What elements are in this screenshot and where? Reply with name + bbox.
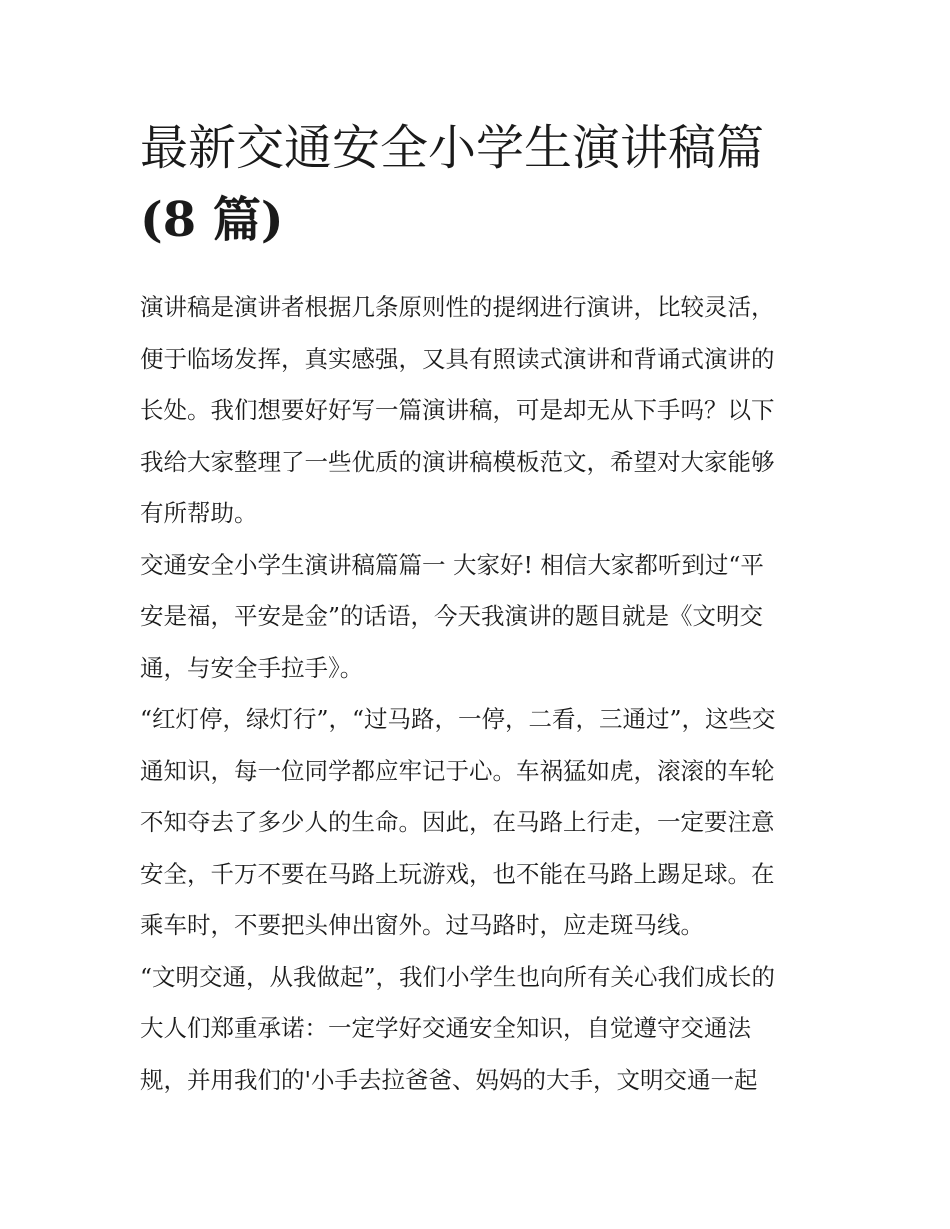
text-line: 安全，千万不要在马路上玩游戏，也不能在马路上踢足球。在 xyxy=(140,859,775,888)
text-line: 交通安全小学生演讲稿篇篇一 大家好! 相信大家都听到过“平 xyxy=(140,550,764,579)
paragraph-traffic-rules xyxy=(140,694,820,952)
text-line: 规，并用我们的'小手去拉爸爸、妈妈的大手，文明交通一起 xyxy=(140,1065,758,1094)
document-body xyxy=(140,282,820,1106)
text-line: 便于临场发挥，真实感强，又具有照读式演讲和背诵式演讲的 xyxy=(140,344,775,373)
text-line: 乘车时，不要把头伸出窗外。过马路时，应走斑马线。 xyxy=(140,911,704,939)
text-line: 演讲稿是演讲者根据几条原则性的提纲进行演讲，比较灵活， xyxy=(140,293,775,321)
text-line: 长处。我们想要好好写一篇演讲稿，可是却无从下手吗？以下 xyxy=(140,396,775,424)
document-content xyxy=(140,112,820,1106)
text-line: “文明交通，从我做起”，我们小学生也向所有关心我们成长的 xyxy=(140,962,776,991)
text-line: 我给大家整理了一些优质的演讲稿模板范文，希望对大家能够 xyxy=(140,447,775,476)
text-line: 通，与安全手拉手》。 xyxy=(140,653,364,682)
paragraph-speech-opening xyxy=(140,540,820,695)
text-line: 有所帮助。 xyxy=(140,499,258,527)
text-line: 不知夺去了多少人的生命。因此，在马路上行走，一定要注意 xyxy=(140,808,775,836)
paragraph-intro xyxy=(140,282,820,540)
text-line: “红灯停，绿灯行”，“过马路，一停，二看，三通过”，这些交 xyxy=(140,705,776,733)
paragraph-promise xyxy=(140,952,820,1107)
title-line: 最新交通安全小学生演讲稿篇 xyxy=(140,120,765,176)
text-line: 安是福，平安是金”的话语，今天我演讲的题目就是《文明交 xyxy=(140,602,764,630)
title-line: (8 篇) xyxy=(140,192,284,248)
text-line: 大人们郑重承诺：一定学好交通安全知识，自觉遵守交通法 xyxy=(140,1014,751,1042)
document-title xyxy=(140,112,820,256)
text-line: 通知识，每一位同学都应牢记于心。车祸猛如虎，滚滚的车轮 xyxy=(140,756,775,785)
